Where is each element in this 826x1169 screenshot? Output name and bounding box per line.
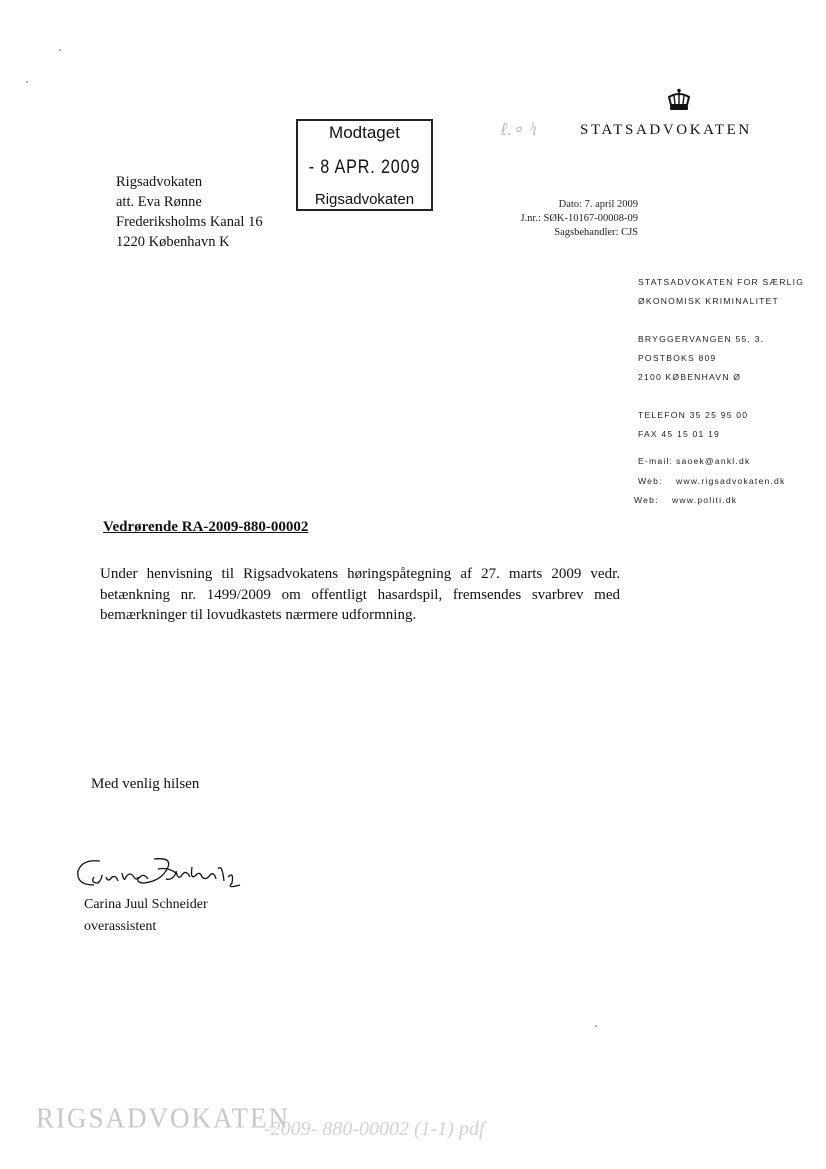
stamp-agency: Rigsadvokaten <box>314 191 415 208</box>
sender-web-row <box>634 495 737 505</box>
footer-archive-stamp: RIGSADVOKATEN <box>36 1102 290 1134</box>
sender-address-line2: POSTBOKS 809 <box>638 353 717 363</box>
stamp-date: - 8 APR. 2009 <box>308 157 421 178</box>
received-stamp <box>296 119 433 211</box>
web-link[interactable]: www.rigsadvokaten.dk <box>676 476 786 486</box>
sender-address-line1: BRYGGERVANGEN 55, 3. <box>638 334 765 344</box>
sender-phone: TELEFON 35 25 95 00 <box>638 410 749 420</box>
footer-archive-annotation: -2009- 880-00002 (1-1) pdf <box>264 1118 485 1140</box>
sender-fax: FAX 45 15 01 19 <box>638 429 721 439</box>
crown-icon <box>666 88 692 112</box>
letter-body: Under henvisning til Rigsadvokatens høringspåtegning af 27. marts 2009 vedr. betænkning nr. 1499/2009 om offentligt hasardspil, fremsendes svarbrev med bemærkninger til lovudkastets nærmere udformning. <box>100 566 620 623</box>
recipient-line: 1220 København K <box>116 234 230 250</box>
letter-meta <box>520 198 638 240</box>
signatory-title: overassistent <box>84 919 157 934</box>
web-label: Web: <box>634 495 659 505</box>
journal-number: J.nr.: SØK-10167-00008-09 <box>520 213 638 224</box>
letter-date: Dato: 7. april 2009 <box>558 199 638 210</box>
recipient-line: Rigsadvokaten <box>116 174 203 190</box>
stamp-received-label: Modtaget <box>329 123 400 142</box>
sender-name-line1: STATSADVOKATEN FOR SÆRLIG <box>638 277 805 287</box>
letterhead-agency: STATSADVOKATEN <box>580 122 752 138</box>
email-link[interactable]: saoek@ankl.dk <box>676 456 751 466</box>
sender-name-line2: ØKONOMISK KRIMINALITET <box>638 296 779 306</box>
web-link[interactable]: www.politi.dk <box>672 495 738 505</box>
scan-speck <box>595 1025 597 1027</box>
case-handler: Sagsbehandler: CJS <box>554 227 638 238</box>
closing-greeting: Med venlig hilsen <box>91 776 200 792</box>
scan-speck <box>26 81 28 83</box>
web-label: Web: <box>638 476 663 486</box>
faint-scan-mark: ℓ.∘ ⁾ı <box>500 119 538 139</box>
signatory-name: Carina Juul Schneider <box>84 897 208 912</box>
sender-address-line3: 2100 KØBENHAVN Ø <box>638 372 742 382</box>
recipient-address <box>116 172 263 252</box>
sender-email-row <box>638 456 751 466</box>
recipient-line: Frederiksholms Kanal 16 <box>116 214 263 230</box>
subject-line: Vedrørende RA-2009-880-00002 <box>103 519 309 535</box>
handwritten-signature <box>72 855 247 900</box>
sender-web-row <box>638 476 786 486</box>
scan-speck <box>59 49 61 51</box>
recipient-line: att. Eva Rønne <box>116 194 202 210</box>
email-label: E-mail: <box>638 456 674 466</box>
